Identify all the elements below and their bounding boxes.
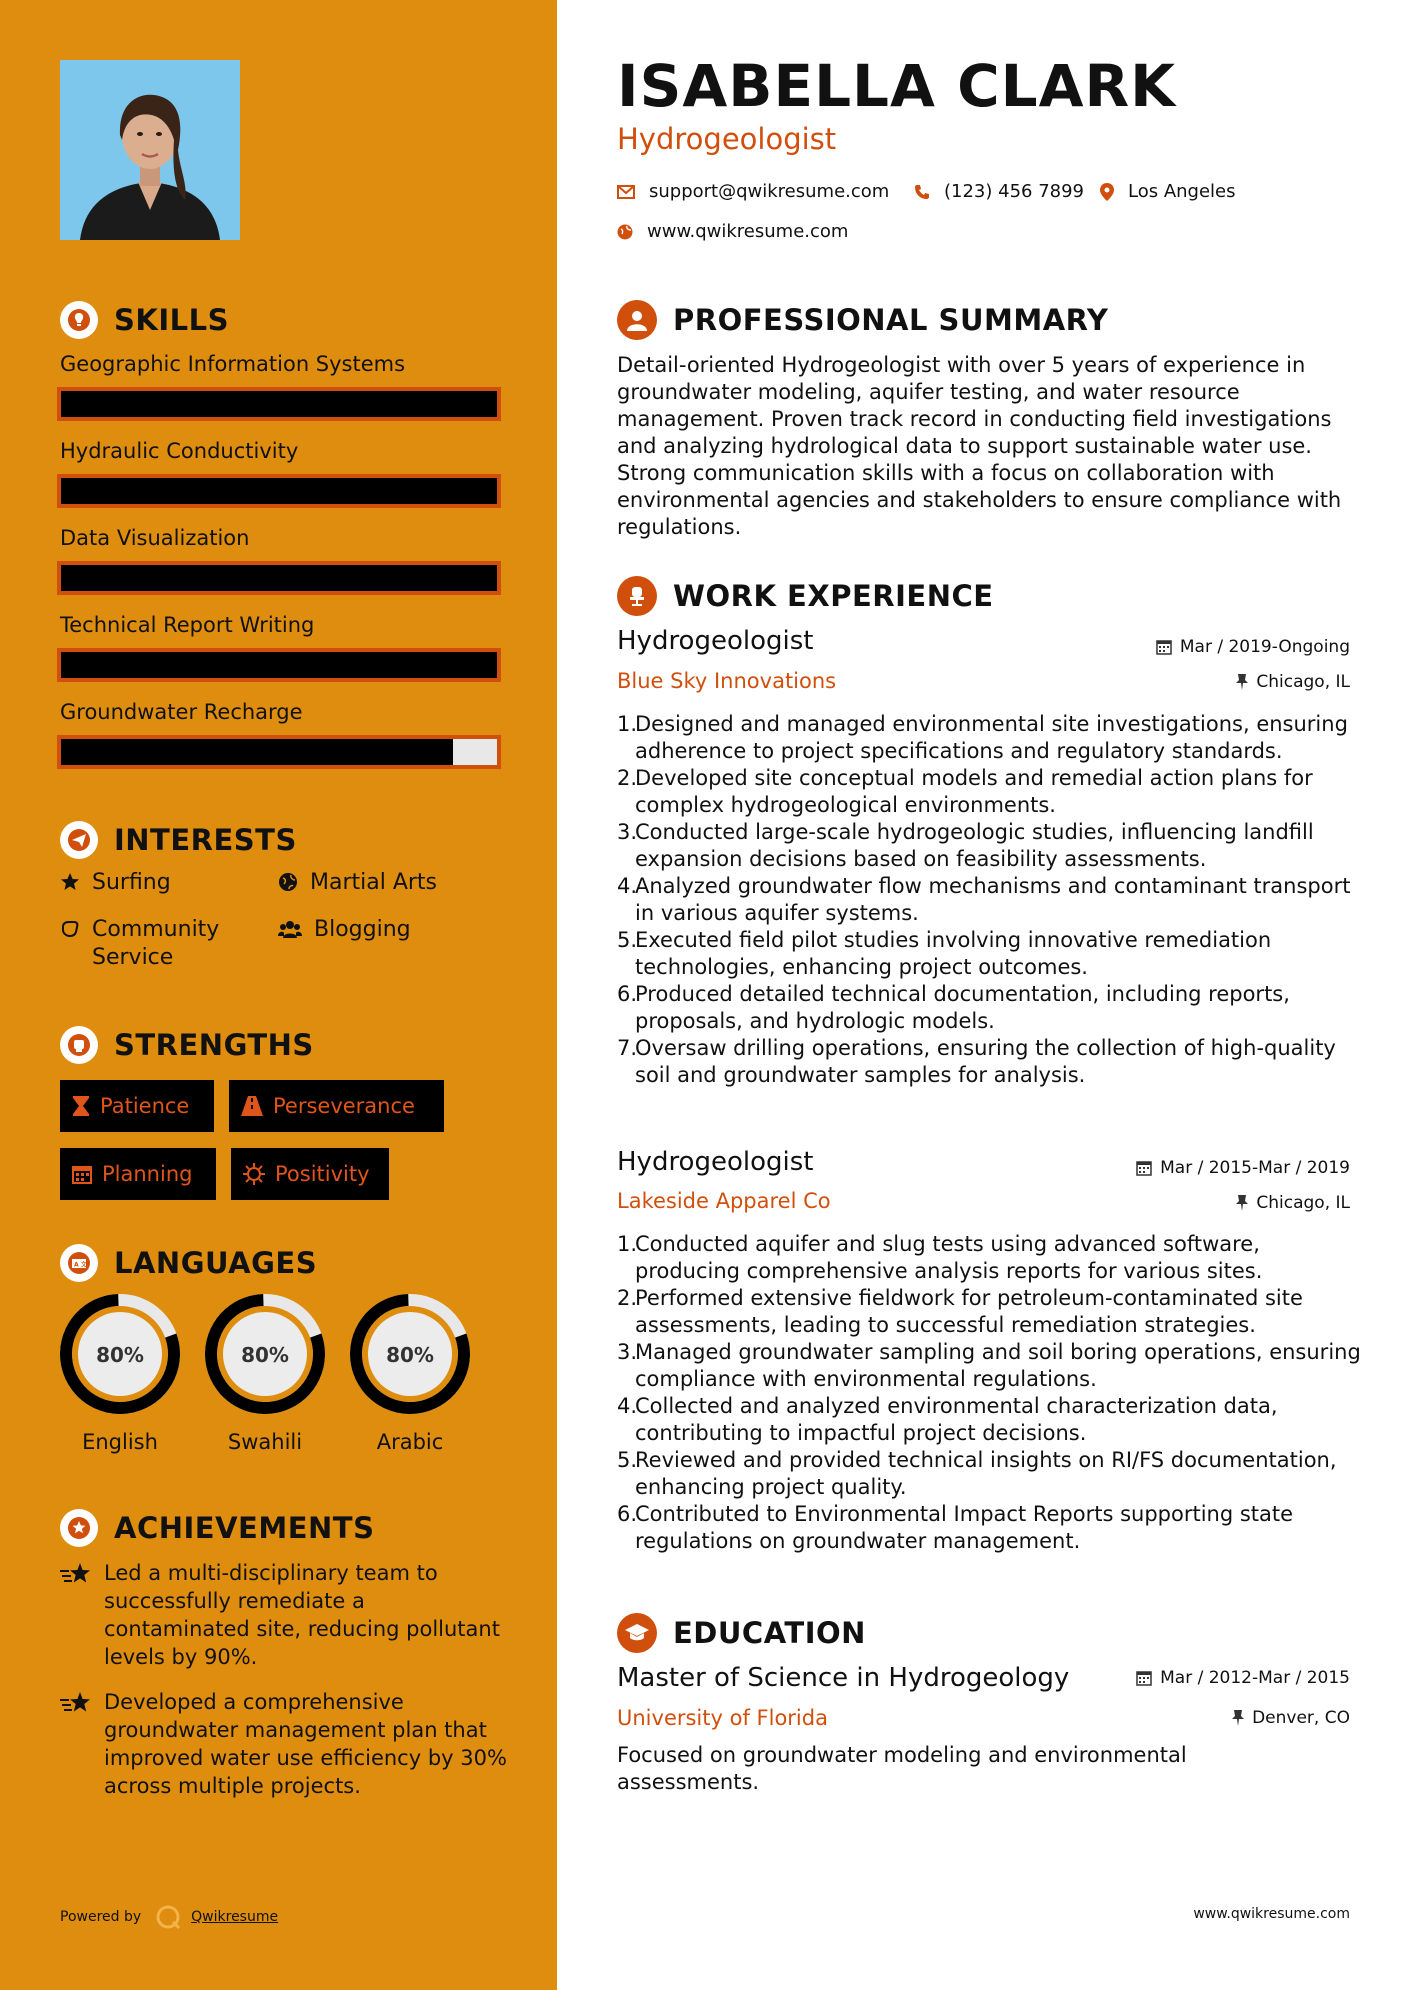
strengths-header (60, 1026, 314, 1064)
skill-bar-fill (61, 652, 497, 678)
strength-badge (60, 1148, 216, 1200)
office-chair-icon (617, 576, 657, 616)
job-date (1156, 637, 1350, 657)
education-header (617, 1613, 866, 1653)
summary-header (617, 300, 1108, 340)
pushpin-icon (1236, 674, 1248, 690)
interest-item (60, 916, 260, 972)
summary-text: Detail-oriented Hydrogeologist with over 5 years of experience in groundwater modeling, aquifer testing, and water resource management. Proven track record in conducting field investigations and analyzing hydrological data to support sustainable water use. Strong communication skills with a focus on collaboration with environmental agencies and stakeholders to ensure compliance with regulations. (617, 353, 1342, 539)
strength-badge (60, 1080, 214, 1132)
skill-bar-fill (61, 391, 497, 417)
education-location (1232, 1708, 1350, 1728)
list-item: 2. Developed site conceptual models and remedial action plans for complex hydrogeological environments. (617, 766, 1313, 817)
job-date-text: Mar / 2015-Mar / 2019 (1160, 1158, 1350, 1178)
skill-bar (57, 387, 501, 421)
phone-text: (123) 456 7899 (944, 181, 1085, 202)
hand-icon (60, 919, 80, 939)
job-location (1236, 1193, 1350, 1213)
languages-header (60, 1244, 317, 1282)
degree-title: Master of Science in Hydrogeology (617, 1663, 1070, 1693)
list-item: 3. Managed groundwater sampling and soil boring operations, ensuring compliance with environmental regulations. (617, 1340, 1361, 1391)
achievement-text: Developed a comprehensive groundwater management plan that improved water use efficiency by 30% across multiple projects. (104, 1690, 507, 1798)
job-title: Hydrogeologist (617, 626, 814, 656)
users-icon (278, 919, 302, 939)
list-item: 1. Designed and managed environmental site investigations, ensuring adherence to project specifications and regulatory standards. (617, 712, 1348, 763)
calendar-icon (1156, 639, 1172, 655)
interests-header (60, 821, 297, 859)
strength-badge (231, 1148, 389, 1200)
summary-title: PROFESSIONAL SUMMARY (673, 303, 1109, 337)
hourglass-icon (72, 1095, 90, 1117)
language-name: Swahili (227, 1430, 303, 1454)
skill-name: Hydraulic Conductivity (60, 439, 299, 463)
contact-email[interactable] (617, 181, 889, 202)
skill-name: Data Visualization (60, 526, 250, 550)
school-name: University of Florida (617, 1706, 828, 1730)
interest-item (278, 869, 437, 897)
interest-label: Blogging (314, 917, 411, 942)
list-item: 4. Collected and analyzed environmental characterization data, contributing to impactful project decisions. (617, 1394, 1278, 1445)
interest-item (278, 916, 411, 944)
interest-item (60, 869, 171, 897)
strength-label: Positivity (275, 1162, 370, 1186)
list-item: 6. Produced detailed technical documentation, including reports, proposals, and hydrologic models. (617, 982, 1290, 1033)
svg-text:A 文: A 文 (74, 1261, 87, 1269)
job-company: Blue Sky Innovations (617, 669, 837, 693)
achievements-header (60, 1509, 374, 1547)
skill-name: Geographic Information Systems (60, 352, 406, 376)
globe-icon (278, 872, 298, 892)
skill-bar (57, 474, 501, 508)
user-icon (617, 300, 657, 340)
list-item: 5. Reviewed and provided technical insights on RI/FS documentation, enhancing project quality. (617, 1448, 1337, 1499)
skills-title: SKILLS (114, 303, 229, 337)
job-date-text: Mar / 2019-Ongoing (1179, 637, 1350, 657)
achievements-title: ACHIEVEMENTS (114, 1511, 375, 1545)
education-description: Focused on groundwater modeling and environmental assessments. (617, 1743, 1187, 1794)
language-percent: 80% (241, 1343, 289, 1367)
interest-label: Martial Arts (310, 870, 438, 895)
language-percent: 80% (386, 1343, 434, 1367)
job-title: Hydrogeologist (617, 1147, 814, 1177)
experience-title: WORK EXPERIENCE (673, 579, 994, 613)
job-bullets (617, 1231, 1362, 1555)
languages-title: LANGUAGES (114, 1246, 318, 1280)
sidebar (0, 0, 557, 1990)
skill-name: Groundwater Recharge (60, 700, 303, 724)
map-pin-icon (1100, 183, 1114, 201)
skills-header (60, 301, 229, 339)
language-ring (58, 1292, 182, 1416)
qwikresume-link[interactable]: Qwikresume (191, 1909, 279, 1925)
shooting-star-icon (60, 1690, 94, 1716)
pushpin-icon (1232, 1710, 1244, 1726)
strengths-title: STRENGTHS (114, 1028, 314, 1062)
trophy-star-icon (60, 1509, 98, 1547)
strength-label: Perseverance (273, 1094, 415, 1118)
job-location-text: Chicago, IL (1256, 672, 1350, 692)
list-item: 5. Executed field pilot studies involving innovative remediation technologies, enhancing project outcomes. (617, 928, 1272, 979)
star-icon (60, 872, 80, 892)
achievement-item (60, 1688, 510, 1800)
skill-bar-fill (61, 478, 497, 504)
language-card-icon (60, 1244, 98, 1282)
globe-icon (617, 224, 633, 240)
road-icon (241, 1096, 263, 1116)
lightbulb-icon (60, 301, 98, 339)
language-ring (348, 1292, 472, 1416)
fist-icon (60, 1026, 98, 1064)
phone-icon (914, 184, 930, 200)
list-item: 7. Oversaw drilling operations, ensuring the collection of high-quality soil and groundwater samples for analysis. (617, 1036, 1336, 1087)
education-date (1136, 1668, 1350, 1688)
skill-bar (57, 648, 501, 682)
paper-plane-icon (60, 821, 98, 859)
job-date (1136, 1158, 1350, 1178)
envelope-icon (617, 185, 635, 199)
job-company: Lakeside Apparel Co (617, 1189, 831, 1213)
calendar-icon (1136, 1670, 1152, 1686)
qwikresume-logo-icon (155, 1904, 181, 1930)
contact-location (1100, 181, 1236, 202)
achievement-text: Led a multi-disciplinary team to successfully remediate a contaminated site, reducing pollutant levels by 90%. (104, 1561, 500, 1669)
shooting-star-icon (60, 1561, 94, 1587)
skill-bar (57, 735, 501, 769)
interest-label: Community Service (92, 917, 220, 970)
language-ring (203, 1292, 327, 1416)
language-percent: 80% (96, 1343, 144, 1367)
candidate-title: Hydrogeologist (617, 122, 837, 156)
candidate-name: ISABELLA CLARK (617, 52, 1177, 120)
list-item: 6. Contributed to Environmental Impact Reports supporting state regulations on groundwater management. (617, 1502, 1294, 1553)
location-text: Los Angeles (1128, 181, 1236, 202)
list-item: 1. Conducted aquifer and slug tests using advanced software, producing comprehensive analysis reports for various sites. (617, 1232, 1263, 1283)
main-content (557, 0, 1407, 1990)
contact-website[interactable] (617, 221, 848, 242)
interest-label: Surfing (92, 870, 171, 895)
education-date-text: Mar / 2012-Mar / 2015 (1160, 1668, 1350, 1688)
skill-bar (57, 561, 501, 595)
strength-badge (229, 1080, 444, 1132)
powered-by (60, 1904, 278, 1930)
education-title: EDUCATION (673, 1616, 866, 1650)
education-location-text: Denver, CO (1252, 1708, 1350, 1728)
strength-label: Planning (102, 1162, 193, 1186)
skill-bar-fill (61, 565, 497, 591)
list-item: 3. Conducted large-scale hydrogeologic studies, influencing landfill expansion decisions based on feasibility assessments. (617, 820, 1314, 871)
calendar-icon (1136, 1160, 1152, 1176)
powered-by-label: Powered by (60, 1909, 142, 1925)
strength-label: Patience (100, 1094, 190, 1118)
list-item: 4. Analyzed groundwater flow mechanisms and contaminant transport in various aquifer systems. (617, 874, 1351, 925)
skill-name: Technical Report Writing (60, 613, 315, 637)
skill-bar-fill (61, 739, 453, 765)
pushpin-icon (1236, 1195, 1248, 1211)
job-bullets (617, 711, 1362, 1089)
sun-icon (243, 1163, 265, 1185)
interests-title: INTERESTS (114, 823, 297, 857)
footer-website-link[interactable]: www.qwikresume.com (1193, 1906, 1350, 1922)
job-location-text: Chicago, IL (1256, 1193, 1350, 1213)
email-text: support@qwikresume.com (649, 181, 890, 202)
job-location (1236, 672, 1350, 692)
experience-header (617, 576, 994, 616)
list-item: 2. Performed extensive fieldwork for petroleum-contaminated site assessments, leading to successful remediation strategies. (617, 1286, 1303, 1337)
website-text: www.qwikresume.com (647, 221, 849, 242)
language-name: English (82, 1430, 158, 1454)
achievement-item (60, 1559, 510, 1671)
profile-photo (60, 60, 240, 240)
graduation-icon (617, 1613, 657, 1653)
language-name: Arabic (376, 1430, 444, 1454)
calendar-icon (72, 1164, 92, 1184)
contact-phone[interactable] (914, 181, 1084, 202)
